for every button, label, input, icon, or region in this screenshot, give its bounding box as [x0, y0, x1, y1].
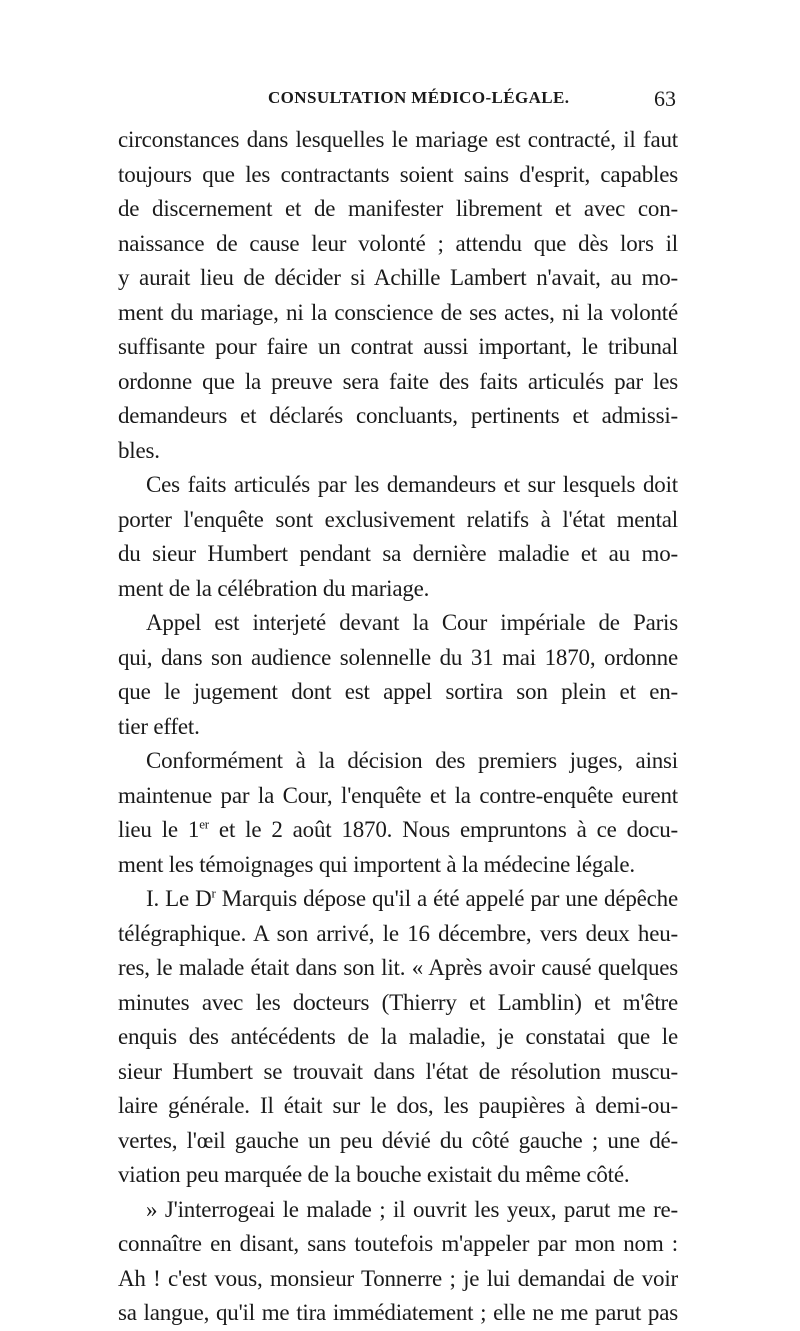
- text-line: y aurait lieu de décider si Achille Lambert n'avait, au mo-: [118, 265, 678, 290]
- text-line: I. Le $D^r$ Marquis dépose qu'il a été appelé par une dépêche: [146, 885, 678, 911]
- running-title: CONSULTATION MÉDICO-LÉGALE.: [268, 88, 570, 107]
- text-line: enquis des antécédents de la maladie, je constatai que le: [118, 1024, 678, 1049]
- text-line: qui, dans son audience solennelle du 31 mai 1870, ordonne: [118, 644, 678, 670]
- text-line: porter l'enquête sont exclusivement relatifs à l'état mental: [118, 506, 678, 532]
- text-line: ment de la célébration du mariage.: [118, 575, 430, 601]
- text-line: laire générale. Il était sur le dos, les paupières à demi-ou-: [118, 1093, 678, 1118]
- text-line: maintenue par la Cour, l'enquête et la contre-enquête eurent: [118, 782, 678, 808]
- text-line: toujours que les contractants soient sains d'esprit, capables: [118, 161, 678, 187]
- text-line: minutes avec les docteurs (Thierry et Lamblin) et m'être: [118, 989, 678, 1015]
- text-line: Appel est interjeté devant la Cour impériale de Paris: [146, 610, 678, 635]
- text-line: ordonne que la preuve sera faite des faits articulés par les: [118, 368, 678, 394]
- text-line: sieur Humbert se trouvait dans l'état de résolution muscu-: [118, 1058, 678, 1084]
- text-line: ment du mariage, ni la conscience de ses actes, ni la volonté: [118, 299, 678, 325]
- text-line: télégraphique. A son arrivé, le 16 décembre, vers deux heu-: [118, 920, 678, 946]
- text-line: » J'interrogeai le malade ; il ouvrit les yeux, parut me re-: [146, 1196, 678, 1222]
- page-number: 63: [654, 86, 676, 111]
- text-line: tier effet.: [118, 713, 200, 739]
- text-line: res, le malade était dans son lit. « Après avoir causé quelques: [118, 955, 678, 980]
- text-line: Ces faits articulés par les demandeurs et sur lesquels doit: [146, 472, 678, 497]
- body-text: [118, 123, 678, 1331]
- running-head: [120, 88, 680, 118]
- text-line: ment les témoignages qui importent à la médecine légale.: [118, 851, 635, 877]
- text-line: circonstances dans lesquelles le mariage est contracté, il faut: [118, 127, 678, 152]
- text-line: du sieur Humbert pendant sa dernière maladie et au mo-: [118, 541, 678, 566]
- text-line: lieu le 1er et le 2 août 1870. Nous empruntons à ce docu-: [118, 816, 678, 842]
- text-line: vertes, l'œil gauche un peu dévié du côté gauche ; une dé-: [118, 1127, 678, 1153]
- text-line: viation peu marquée de la bouche existait du même côté.: [118, 1162, 630, 1187]
- text-line: Conformément à la décision des premiers juges, ainsi: [146, 748, 678, 773]
- text-line: demandeurs et déclarés concluants, pertinents et admissi-: [118, 403, 678, 428]
- text-line: de discernement et de manifester librement et avec con-: [118, 196, 678, 221]
- text-line: sa langue, qu'il me tira immédiatement ; elle ne me parut pas: [118, 1300, 678, 1325]
- text-line: Ah ! c'est vous, monsieur Tonnerre ; je lui demandai de voir: [118, 1265, 678, 1291]
- text-line: naissance de cause leur volonté ; attendu que dès lors il: [118, 230, 678, 256]
- text-line: suffisante pour faire un contrat aussi important, le tribunal: [118, 334, 678, 359]
- text-line: que le jugement dont est appel sortira son plein et en-: [118, 679, 678, 704]
- text-line: connaître en disant, sans toutefois m'appeler par mon nom :: [118, 1231, 678, 1256]
- text-line: bles.: [118, 437, 160, 463]
